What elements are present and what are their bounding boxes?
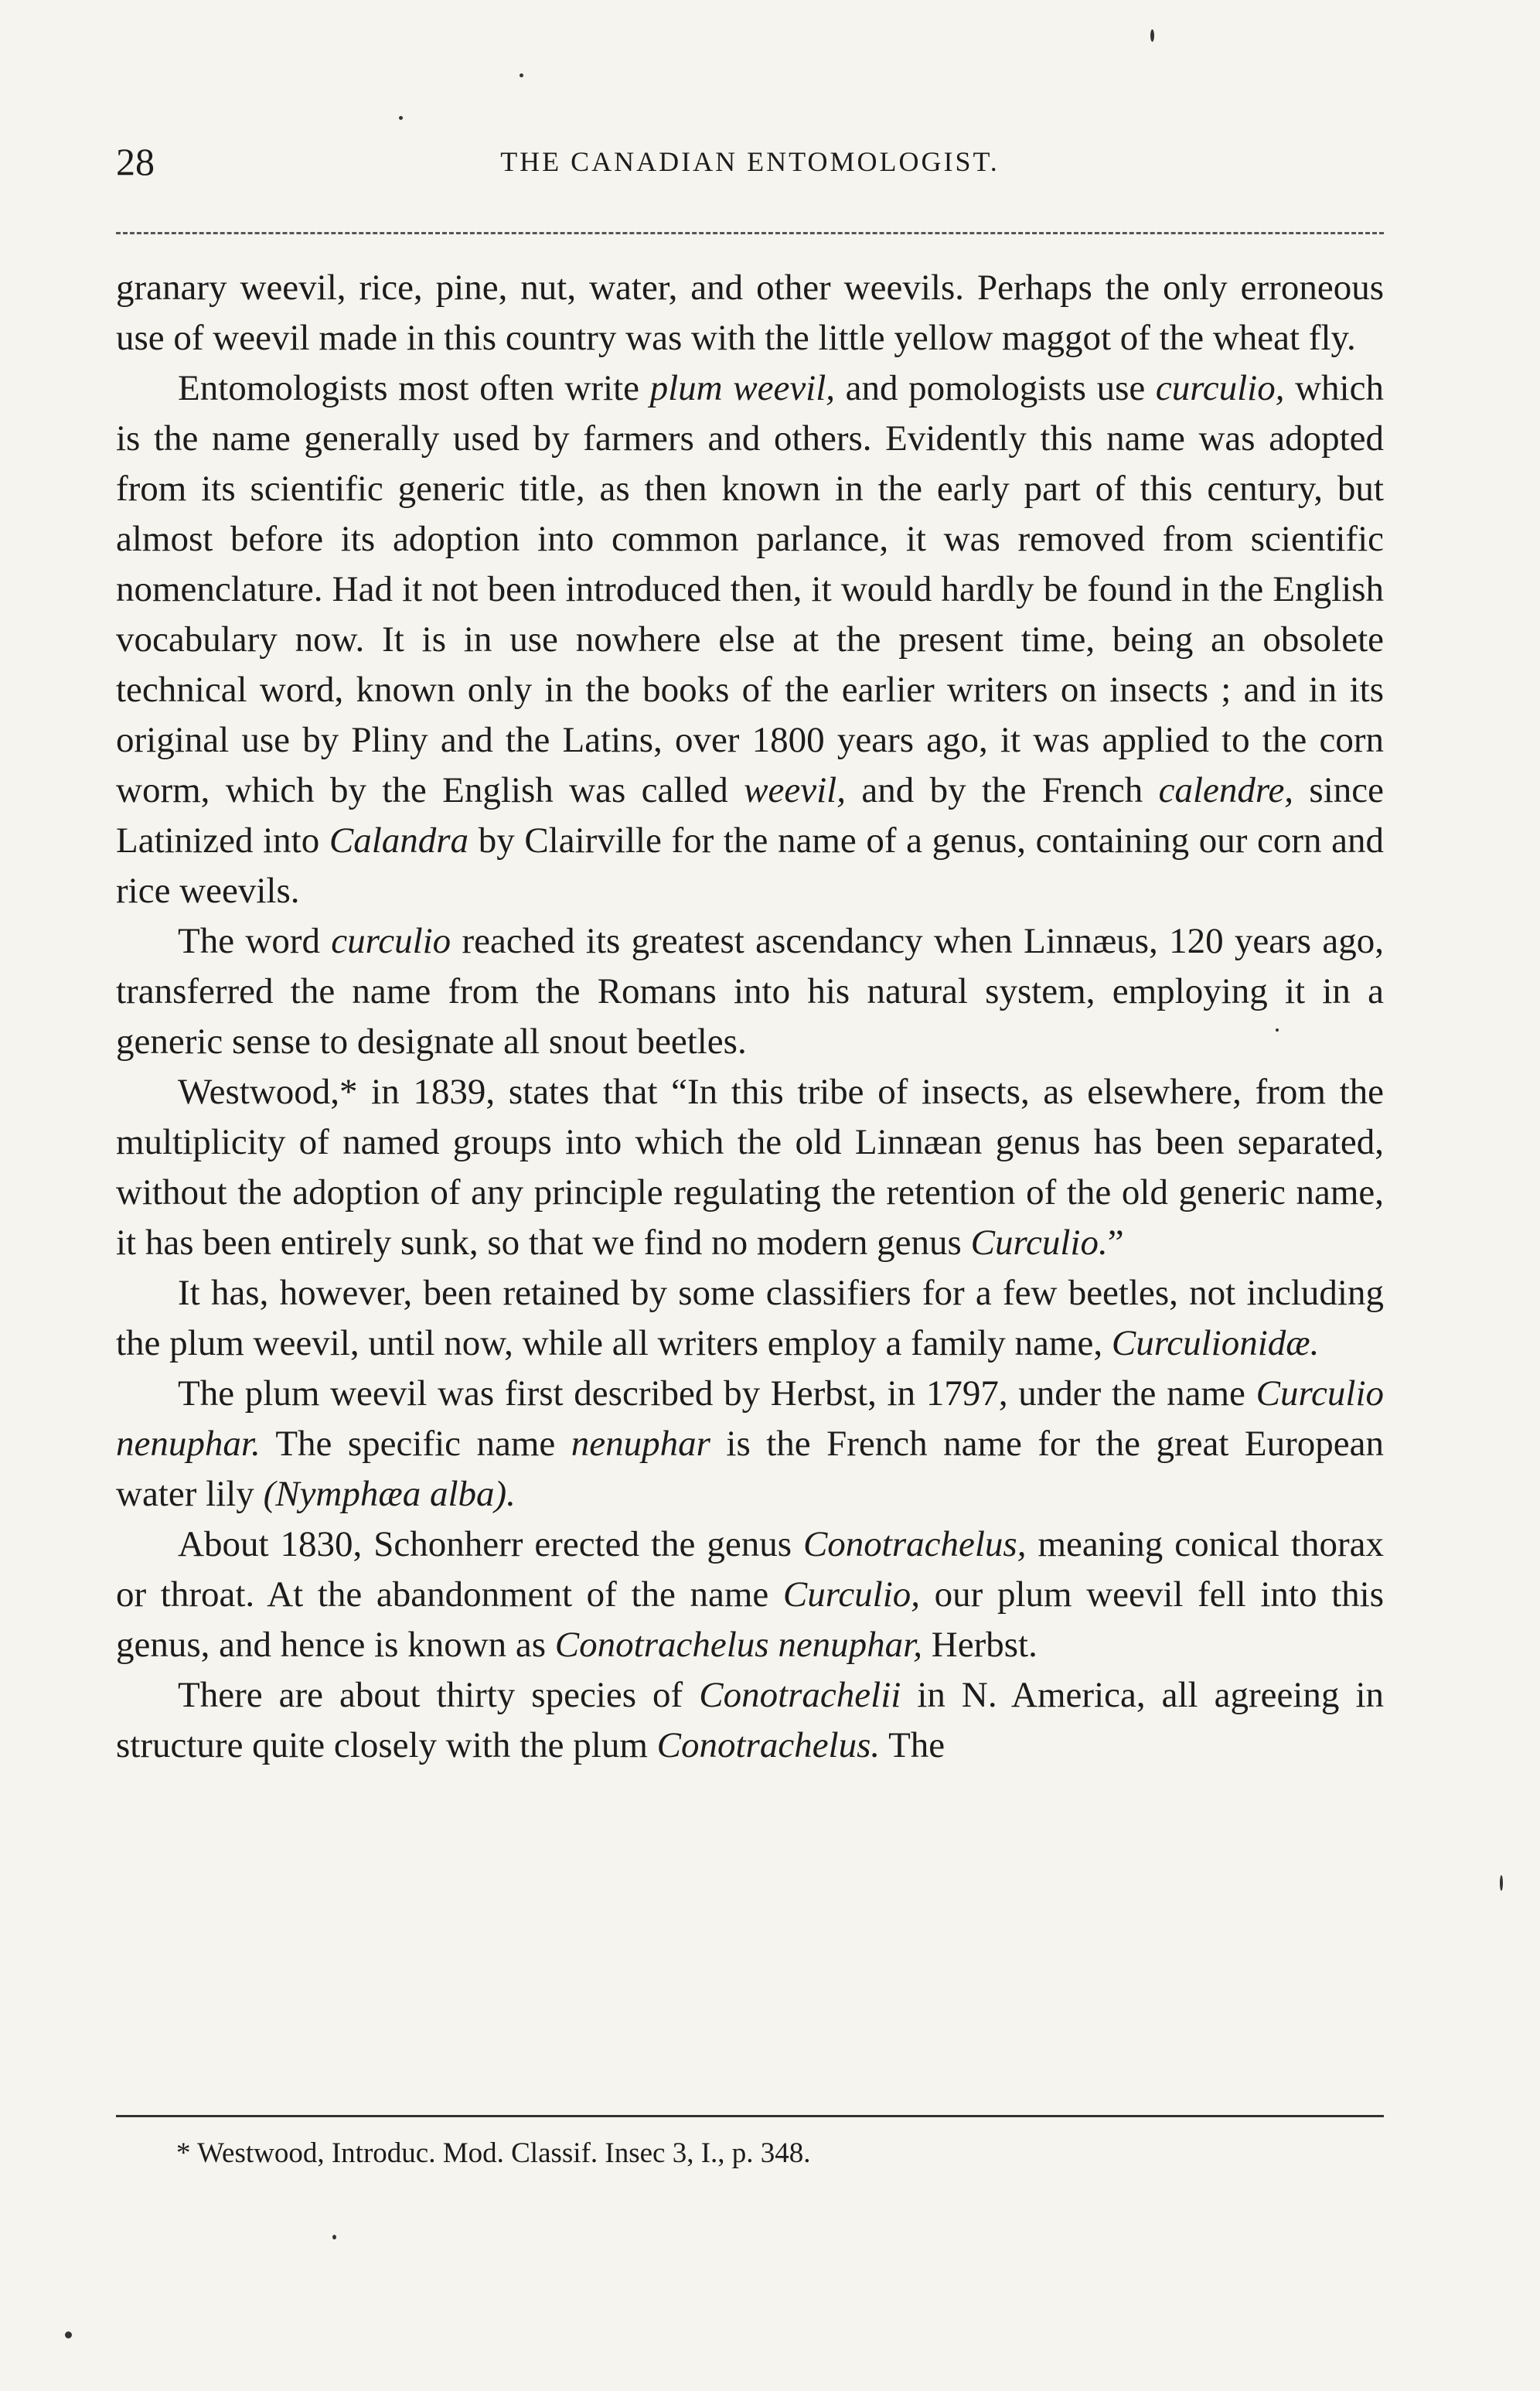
- paragraph: [116, 263, 1384, 363]
- italic-term: Calandra: [329, 820, 469, 861]
- footnote-rule: [116, 2115, 1384, 2117]
- scan-speck: [399, 116, 403, 120]
- paragraph: [116, 363, 1384, 916]
- header-rule: [116, 232, 1384, 234]
- text-run: our plum weevil fell into this genus, and hence is known as: [116, 1574, 1385, 1665]
- italic-term: Curculionidæ.: [1111, 1323, 1320, 1363]
- text-run: meaning conical thorax or throat. At the abandonment of the name: [116, 1524, 1384, 1615]
- text-run: It has, however, been retained by some classifiers for a few beetles, not including the plum weevil, until now, while all writers employ a family name,: [116, 1273, 1384, 1363]
- paragraph: [116, 1520, 1384, 1670]
- text-run: There are about thirty species of: [178, 1675, 700, 1715]
- paragraph: [116, 1268, 1384, 1369]
- italic-term: nenuphar: [571, 1424, 710, 1464]
- footnote: * Westwood, Introduc. Mod. Classif. Insec 3, I., p. 348.: [176, 2137, 811, 2169]
- italic-term: Conotrachelus.: [656, 1725, 881, 1765]
- italic-term: Conotrachelii: [699, 1675, 901, 1715]
- text-run: The: [880, 1725, 945, 1765]
- scan-speck: [65, 2331, 72, 2338]
- text-run: granary weevil, rice, pine, nut, water, and other weevils. Perhaps the only erroneous use of weevil made in this country was with the little yellow maggot of the wheat fly.: [116, 268, 1384, 358]
- italic-term: plum weevil,: [649, 368, 836, 408]
- text-run: in N. America, all agreeing in structure quite closely with the plum: [116, 1675, 1385, 1765]
- scan-speck: [520, 73, 523, 77]
- paragraph: [116, 916, 1384, 1067]
- scan-speck: [1150, 29, 1154, 42]
- text-run: since Latinized into: [116, 770, 1385, 861]
- italic-term: curculio,: [1155, 368, 1285, 408]
- italic-term: weevil,: [744, 770, 846, 810]
- page-header: [116, 139, 1384, 186]
- text-run: and by the French: [845, 770, 1159, 810]
- paragraph: [116, 1067, 1384, 1268]
- text-run: Entomologists most often write: [178, 368, 650, 408]
- italic-term: Conotrachelus,: [802, 1524, 1027, 1564]
- italic-term: Conotrachelus nenuphar,: [554, 1625, 923, 1665]
- text-run: The plum weevil was first described by Herbst, in 1797, under the name: [178, 1373, 1256, 1414]
- text-run: ”: [1107, 1223, 1124, 1263]
- text-run: Herbst.: [922, 1625, 1037, 1665]
- body-text: [116, 263, 1384, 1771]
- italic-term: curculio: [331, 921, 451, 961]
- text-run: is the French name for the great European water lily: [116, 1424, 1384, 1514]
- scan-speck: [1276, 1028, 1279, 1032]
- text-run: and pomologists use: [835, 368, 1156, 408]
- running-title: THE CANADIAN ENTOMOLOGIST.: [500, 146, 1000, 177]
- text-run: Westwood,* in 1839, states that “In this tribe of insects, as elsewhere, from the multiplicity of named groups into which the old Linnæan genus has been separated, without the adoption of any principle regulating the retention of the old generic name, it has been entirely sunk, so that we find no modern genus: [116, 1072, 1384, 1263]
- paragraph: [116, 1369, 1384, 1520]
- italic-term: Curculio,: [782, 1574, 921, 1615]
- text-run: by Clairville for the name of a genus, containing our corn and rice weevils.: [116, 820, 1384, 911]
- text-run: which is the name generally used by farmers and others. Evidently this name was adopted from its scientific generic title, as then known in the early part of this century, but almost before its adoption into common parlance, it was removed from scientific nomenclature. Had it not been introduced then, it would hardly be found in the English vocabulary now. It is in use nowhere else at the present time, being an obsolete technical word, known only in the books of the earlier writers on insects ; and in its original use by Pliny and the Latins, over 1800 years ago, it was applied to the corn worm, which by the English was called: [116, 368, 1384, 810]
- italic-term: calendre,: [1158, 770, 1294, 810]
- text-run: About 1830, Schonherr erected the genus: [178, 1524, 803, 1564]
- scan-speck: [332, 2235, 336, 2239]
- scan-speck: [1500, 1875, 1503, 1891]
- italic-term: Curculio.: [970, 1223, 1108, 1263]
- text-run: The specific name: [260, 1424, 571, 1464]
- paragraph: [116, 1670, 1384, 1771]
- italic-term: Curculio nenuphar.: [116, 1373, 1384, 1464]
- text-run: The word: [178, 921, 332, 961]
- page-number: 28: [116, 140, 155, 183]
- italic-term: (Nymphæa alba).: [263, 1474, 516, 1514]
- text-run: reached its greatest ascendancy when Linnæus, 120 years ago, transferred the name from the Romans into his natural system, employing it in a generic sense to designate all snout beetles.: [116, 921, 1384, 1062]
